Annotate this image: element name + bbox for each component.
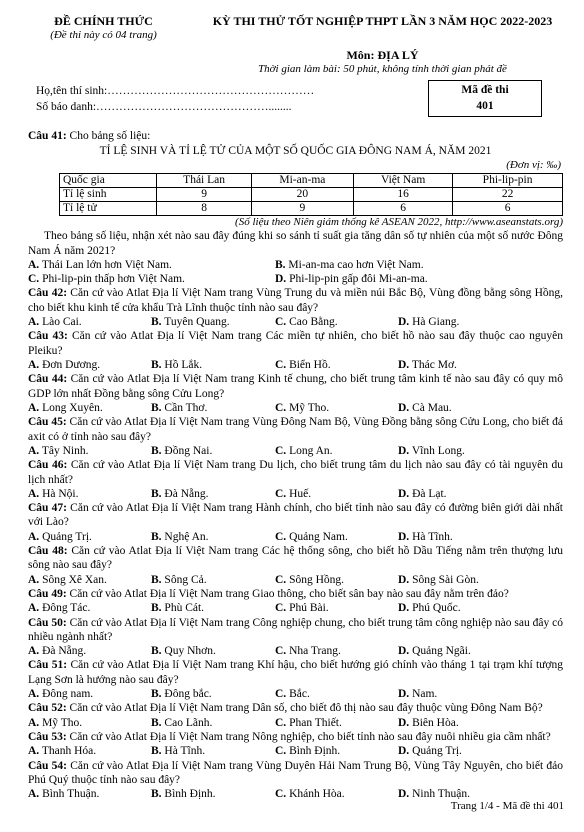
option-c[interactable]	[275, 401, 329, 415]
table-cell: Tỉ lệ sinh	[60, 187, 157, 201]
option-letter: C.	[275, 645, 287, 658]
option-text: Tây Ninh.	[41, 444, 89, 457]
option-letter: A.	[28, 602, 40, 615]
table-cell: 9	[251, 201, 353, 215]
option-text: Mỹ Tho.	[42, 716, 83, 729]
option-letter: C.	[275, 788, 287, 801]
option-c[interactable]	[275, 601, 329, 615]
option-d[interactable]	[398, 358, 457, 372]
time-note: Thời gian làm bài: 50 phút, không tính thời gian phát đề	[258, 63, 507, 75]
table-row	[60, 201, 563, 215]
options-row	[28, 530, 563, 544]
option-letter: A.	[28, 716, 40, 729]
option-text: Mỹ Tho.	[289, 402, 330, 414]
option-a[interactable]	[28, 444, 89, 458]
table-header-row	[60, 173, 563, 187]
table-cell: 9	[157, 187, 251, 201]
option-text: Cao Lãnh.	[164, 716, 213, 729]
option-text: Đồng Nai.	[164, 444, 213, 457]
option-text: Đơn Dương.	[42, 359, 101, 372]
option-text: Quảng Trị.	[412, 745, 462, 758]
question-label: Câu 54:	[28, 759, 68, 772]
option-letter: C.	[275, 716, 287, 729]
subject-title: Môn: ĐỊA LÝ	[346, 48, 419, 62]
page-footer: Trang 1/4 - Mã đề thi 401	[450, 800, 564, 812]
exam-code-value: 401	[476, 100, 494, 112]
option-text: Bình Định.	[289, 745, 341, 758]
option-letter: A.	[28, 487, 40, 500]
options-row	[28, 716, 563, 730]
option-b[interactable]	[151, 487, 209, 501]
question-text: Căn cứ vào Atlat Địa lí Việt Nam trang Kinh tế chung, cho biết trung tâm kinh tế nào sau đây có quy mô GDP lớn nhất Đồng bằng sông Cửu Long?	[28, 373, 563, 400]
option-text: Quy Nhơn.	[164, 645, 216, 658]
candidate-info	[36, 84, 314, 116]
option-text: Quảng Nam.	[289, 530, 348, 543]
candidate-name-line: Họ,tên thí sinh:………………………………………………	[36, 85, 315, 97]
option-letter: C.	[275, 359, 287, 372]
option-letter: B.	[151, 602, 162, 615]
question-label: Câu 51:	[28, 659, 68, 672]
option-text: Thái Lan lớn hơn Việt Nam.	[41, 259, 172, 271]
option-c[interactable]	[275, 644, 341, 658]
question-text: Cho bảng số liệu:	[66, 130, 151, 142]
option-text: Cà Mau.	[412, 402, 452, 414]
question-text: Căn cứ vào Atlat Địa lí Việt Nam trang Các hệ thống sông, cho biết hồ Dầu Tiếng nằm trên thượng lưu sông nào sau đây?	[28, 545, 564, 572]
question-47	[28, 501, 563, 530]
question-text: Căn cứ vào Atlat Địa lí Việt Nam trang Khí hậu, cho biết hướng gió chính vào tháng 1 tại trạm khí tượng Lạng Sơn là hướng nào sau đây?	[28, 659, 563, 686]
option-b[interactable]	[151, 601, 204, 615]
question-41	[28, 129, 563, 143]
table-cell: Tỉ lệ tử	[60, 201, 157, 215]
pages-note: (Đề thi này có 04 trang)	[50, 29, 157, 41]
table-cell: 6	[354, 201, 453, 215]
option-text: Quảng Trị.	[42, 530, 92, 543]
option-text: Long Xuyên.	[42, 402, 103, 414]
option-text: Khánh Hòa.	[289, 788, 345, 801]
option-c[interactable]	[275, 716, 342, 730]
options-row	[28, 687, 563, 701]
options-row	[28, 272, 563, 286]
option-d[interactable]	[275, 272, 428, 286]
option-a[interactable]	[28, 601, 90, 615]
option-letter: A.	[28, 645, 40, 658]
option-letter: B.	[151, 688, 162, 701]
options-row	[28, 573, 563, 587]
option-letter: D.	[275, 273, 287, 286]
table-header-cell: Việt Nam	[354, 173, 453, 187]
option-a[interactable]	[28, 644, 86, 658]
options-row	[28, 487, 563, 501]
option-d[interactable]	[398, 315, 459, 329]
option-text: Biển Hồ.	[289, 359, 331, 372]
option-text: Ninh Thuận.	[412, 788, 470, 801]
question-label: Câu 49:	[28, 587, 67, 600]
question-44	[28, 372, 563, 401]
question-stem: Theo bảng số liệu, nhận xét nào sau đây đúng khi so sánh tỉ suất gia tăng dân số tự nhiên của một số nước Đông Nam Á năm 2021?	[28, 230, 563, 257]
options-row	[28, 315, 563, 329]
option-letter: B.	[151, 359, 162, 372]
option-text: Đông nam.	[42, 688, 94, 701]
option-letter: D.	[398, 444, 410, 457]
question-text: Căn cứ vào Atlat Địa lí Việt Nam trang Dân số, cho biết đô thị nào sau đây thuộc vùng Đông Nam Bộ?	[66, 702, 543, 715]
option-text: Hà Nội.	[42, 487, 79, 500]
option-b[interactable]	[151, 358, 202, 372]
option-text: Đông bắc.	[164, 688, 212, 701]
option-letter: A.	[28, 788, 40, 801]
question-label: Câu 41:	[28, 130, 67, 142]
option-letter: B.	[151, 745, 162, 758]
option-text: Hà Tĩnh.	[412, 530, 453, 543]
option-b[interactable]	[151, 644, 216, 658]
table-header-cell: Quốc gia	[60, 173, 157, 187]
option-text: Bình Thuận.	[42, 788, 100, 801]
official-label: ĐỀ CHÍNH THỨC	[54, 14, 153, 28]
option-c[interactable]	[275, 744, 340, 758]
option-d[interactable]	[398, 644, 471, 658]
question-label: Câu 50:	[28, 616, 67, 629]
option-letter: A.	[28, 359, 40, 372]
question-46	[28, 458, 563, 487]
option-letter: C.	[275, 602, 287, 615]
option-letter: D.	[398, 316, 410, 329]
option-letter: B.	[151, 487, 162, 500]
options-row	[28, 401, 563, 415]
question-label: Câu 45:	[28, 416, 67, 429]
option-letter: A.	[28, 402, 40, 414]
option-a[interactable]	[28, 573, 107, 587]
option-letter: C.	[275, 530, 287, 543]
option-letter: D.	[398, 573, 410, 586]
question-label: Câu 48:	[28, 545, 68, 557]
question-text: Căn cứ vào Atlat Địa lí Việt Nam trang Nông nghiệp, cho biết tỉnh nào sau đây nuôi nhiều gia cầm nhất?	[66, 730, 551, 743]
question-list	[28, 286, 563, 801]
option-text: Quảng Ngãi.	[412, 645, 471, 658]
questions-content	[28, 129, 563, 801]
question-text: Căn cứ vào Atlat Địa lí Việt Nam trang Vùng Đông Nam Bộ, Vùng Đồng bằng sông Cửu Long, cho biết đá axit có ở tỉnh nào sau đây?	[28, 416, 563, 443]
exam-title: KỲ THI THỬ TỐT NGHIỆP THPT LẦN 3 NĂM HỌC 2022-2023	[212, 14, 553, 28]
option-text: Sông Xê Xan.	[42, 573, 107, 586]
option-d[interactable]	[398, 601, 461, 615]
option-text: Lào Cai.	[42, 316, 82, 329]
option-a[interactable]	[28, 487, 78, 501]
option-a[interactable]	[28, 358, 100, 372]
question-54	[28, 759, 563, 788]
option-b[interactable]	[151, 315, 230, 329]
option-letter: C.	[275, 573, 287, 586]
option-text: Thanh Hóa.	[41, 745, 97, 758]
table-row	[60, 187, 563, 201]
subject-block	[195, 48, 570, 77]
option-a[interactable]	[28, 687, 93, 701]
table-cell: 6	[453, 201, 563, 215]
option-b[interactable]	[151, 744, 205, 758]
option-letter: A.	[28, 688, 40, 701]
question-53	[28, 730, 563, 744]
option-d[interactable]	[398, 687, 437, 701]
question-label: Câu 44:	[28, 373, 68, 386]
option-letter: C.	[275, 444, 287, 457]
option-c[interactable]	[275, 358, 331, 372]
option-a[interactable]	[28, 315, 82, 329]
option-c[interactable]	[275, 487, 311, 501]
options-row	[28, 644, 563, 658]
question-51	[28, 658, 563, 687]
question-49	[28, 587, 563, 601]
option-text: Cao Bằng.	[289, 316, 338, 329]
table-cell: 8	[157, 201, 251, 215]
table-title: TỈ LỆ SINH VÀ TỈ LỆ TỬ CỦA MỘT SỐ QUỐC GIA ĐÔNG NAM Á, NĂM 2021	[99, 145, 492, 158]
option-letter: C.	[275, 745, 287, 758]
question-label: Câu 53:	[28, 730, 67, 743]
option-d[interactable]	[398, 530, 453, 544]
table-cell: 22	[453, 187, 563, 201]
question-42	[28, 286, 563, 315]
option-text: Huế.	[289, 487, 312, 500]
option-letter: D.	[398, 745, 410, 758]
official-header	[36, 14, 171, 43]
option-text: Nha Trang.	[289, 645, 341, 658]
option-text: Nam.	[412, 688, 438, 701]
options-row	[28, 358, 563, 372]
option-letter: D.	[398, 602, 410, 615]
option-letter: D.	[398, 487, 410, 500]
option-text: Sông Cả.	[164, 573, 207, 586]
option-text: Bình Định.	[164, 788, 216, 801]
option-c[interactable]	[28, 272, 185, 286]
option-a[interactable]	[28, 530, 92, 544]
option-text: Mi-an-ma cao hơn Việt Nam.	[288, 259, 424, 271]
question-text: Căn cứ vào Atlat Địa lí Việt Nam trang Vùng Trung du và miền núi Bắc Bộ, Vùng đồng bằng sông Hồng, cho biết khu kinh tế cửa khẩu Trà Lĩnh thuộc tỉnh nào sau đây?	[28, 287, 564, 314]
option-b[interactable]	[151, 530, 209, 544]
option-d[interactable]	[398, 716, 459, 730]
question-label: Câu 43:	[28, 330, 68, 343]
question-text: Căn cứ vào Atlat Địa lí Việt Nam trang Các miền tự nhiên, cho biết hồ nào sau đây thuộc cao nguyên Pleiku?	[28, 330, 563, 357]
option-c[interactable]	[275, 573, 344, 587]
options-row	[28, 744, 563, 758]
option-letter: C.	[275, 487, 287, 500]
option-text: Sông Sài Gòn.	[412, 573, 479, 586]
option-letter: D.	[398, 402, 410, 414]
question-43	[28, 329, 563, 358]
option-text: Hà Giang.	[412, 316, 460, 329]
option-letter: B.	[151, 716, 162, 729]
option-letter: D.	[398, 716, 410, 729]
option-text: Phan Thiết.	[289, 716, 342, 729]
option-text: Vĩnh Long.	[411, 444, 465, 457]
table-header-cell: Thái Lan	[157, 173, 251, 187]
option-c[interactable]	[275, 530, 348, 544]
option-letter: D.	[398, 530, 410, 543]
option-d[interactable]	[398, 401, 452, 415]
options-row	[28, 444, 563, 458]
table-header-cell: Mi-an-ma	[251, 173, 353, 187]
option-c[interactable]	[275, 315, 338, 329]
option-text: Hồ Lắk.	[164, 359, 203, 372]
option-d[interactable]	[398, 444, 465, 458]
option-text: Nghệ An.	[164, 530, 209, 543]
option-a[interactable]	[28, 787, 99, 801]
option-a[interactable]	[28, 744, 96, 758]
option-b[interactable]	[151, 401, 207, 415]
table-header-cell: Phi-lip-pin	[453, 173, 563, 187]
option-letter: D.	[398, 688, 410, 701]
option-letter: D.	[398, 645, 410, 658]
option-c[interactable]	[275, 787, 345, 801]
data-table	[59, 173, 563, 216]
option-letter: C.	[28, 273, 40, 286]
table-cell: 20	[251, 187, 353, 201]
exam-code-label: Mã đề thi	[461, 84, 509, 96]
option-text: Phú Bài.	[289, 602, 329, 615]
option-letter: C.	[275, 688, 287, 701]
option-text: Cần Thơ.	[164, 402, 208, 414]
option-text: Đà Nẵng.	[42, 645, 87, 658]
option-text: Đà Lạt.	[412, 487, 447, 500]
option-letter: B.	[151, 530, 162, 543]
option-c[interactable]	[275, 687, 310, 701]
options-row	[28, 258, 563, 272]
option-letter: B.	[151, 645, 162, 658]
option-text: Phù Cát.	[164, 602, 205, 615]
question-text: Căn cứ vào Atlat Địa lí Việt Nam trang Vùng Duyên Hải Nam Trung Bộ, Vùng Tây Nguyên, cho biết đảo Phú Quý thuộc tỉnh nào sau đây?	[28, 759, 564, 786]
option-b[interactable]	[151, 444, 212, 458]
option-letter: B.	[151, 402, 162, 414]
question-45	[28, 415, 563, 444]
option-text: Tuyên Quang.	[164, 316, 230, 329]
option-text: Đà Nẵng.	[164, 487, 209, 500]
option-text: Long An.	[289, 444, 333, 457]
option-text: Bắc.	[289, 688, 310, 701]
option-a[interactable]	[28, 401, 103, 415]
question-text: Căn cứ vào Atlat Địa lí Việt Nam trang Hành chính, cho biết tỉnh nào sau đây có đường biên giới dài nhất với Lào?	[28, 502, 564, 529]
option-d[interactable]	[398, 573, 479, 587]
table-unit: (Đơn vị: ‰)	[506, 158, 561, 171]
question-label: Câu 46:	[28, 459, 68, 472]
option-letter: B.	[151, 316, 162, 329]
question-label: Câu 42:	[28, 287, 68, 300]
question-label: Câu 47:	[28, 502, 67, 515]
option-b[interactable]	[151, 716, 212, 730]
candidate-number-line: Số báo danh:………………………………………........	[36, 101, 292, 113]
question-52	[28, 701, 563, 715]
option-text: Phi-lip-pin thấp hơn Việt Nam.	[42, 273, 185, 286]
option-letter: B.	[151, 788, 162, 801]
option-text: Hà Tĩnh.	[164, 745, 206, 758]
question-text: Căn cứ vào Atlat Địa lí Việt Nam trang Công nghiệp chung, cho biết trung tâm công nghiệp nào sau đây có nhiều ngành nhất?	[28, 616, 564, 643]
option-text: Phi-lip-pin gấp đôi Mi-an-ma.	[289, 273, 428, 286]
option-b[interactable]	[151, 573, 207, 587]
option-c[interactable]	[275, 444, 333, 458]
option-text: Biên Hòa.	[412, 716, 459, 729]
option-d[interactable]	[398, 487, 447, 501]
option-letter: B.	[151, 573, 162, 586]
option-letter: A.	[28, 444, 40, 457]
option-letter: A.	[28, 573, 40, 586]
option-b[interactable]	[151, 787, 216, 801]
option-letter: D.	[398, 788, 410, 801]
option-letter: A.	[28, 530, 40, 543]
option-a[interactable]	[28, 258, 172, 272]
question-text: Căn cứ vào Atlat Địa lí Việt Nam trang Du lịch, cho biết trung tâm du lịch nào sau đây có tài nguyên du lịch nhất?	[28, 459, 564, 486]
option-letter: A.	[28, 259, 40, 271]
option-d[interactable]	[398, 744, 462, 758]
question-48	[28, 544, 563, 573]
question-text: Căn cứ vào Atlat Địa lí Việt Nam trang Giao thông, cho biết sân bay nào sau đây nằm trên đảo?	[66, 587, 509, 600]
question-50	[28, 616, 563, 645]
exam-code-box	[428, 80, 542, 117]
table-source: (Số liệu theo Niên giám thống kê ASEAN 2022, http://www.aseanstats.org)	[235, 215, 563, 228]
option-text: Phú Quốc.	[412, 602, 461, 615]
option-letter: B.	[151, 444, 162, 457]
option-text: Sông Hồng.	[289, 573, 345, 586]
question-label: Câu 52:	[28, 702, 67, 715]
option-a[interactable]	[28, 716, 82, 730]
option-b[interactable]	[151, 687, 212, 701]
option-letter: C.	[275, 402, 287, 414]
option-text: Thác Mơ.	[411, 359, 457, 372]
option-b[interactable]	[275, 258, 424, 272]
options-row	[28, 601, 563, 615]
option-letter: D.	[398, 359, 410, 372]
option-text: Đông Tác.	[42, 602, 91, 615]
option-letter: A.	[28, 316, 40, 329]
exam-header	[195, 14, 570, 29]
option-letter: C.	[275, 316, 287, 329]
option-letter: B.	[275, 259, 286, 271]
table-cell: 16	[354, 187, 453, 201]
option-letter: A.	[28, 745, 40, 758]
